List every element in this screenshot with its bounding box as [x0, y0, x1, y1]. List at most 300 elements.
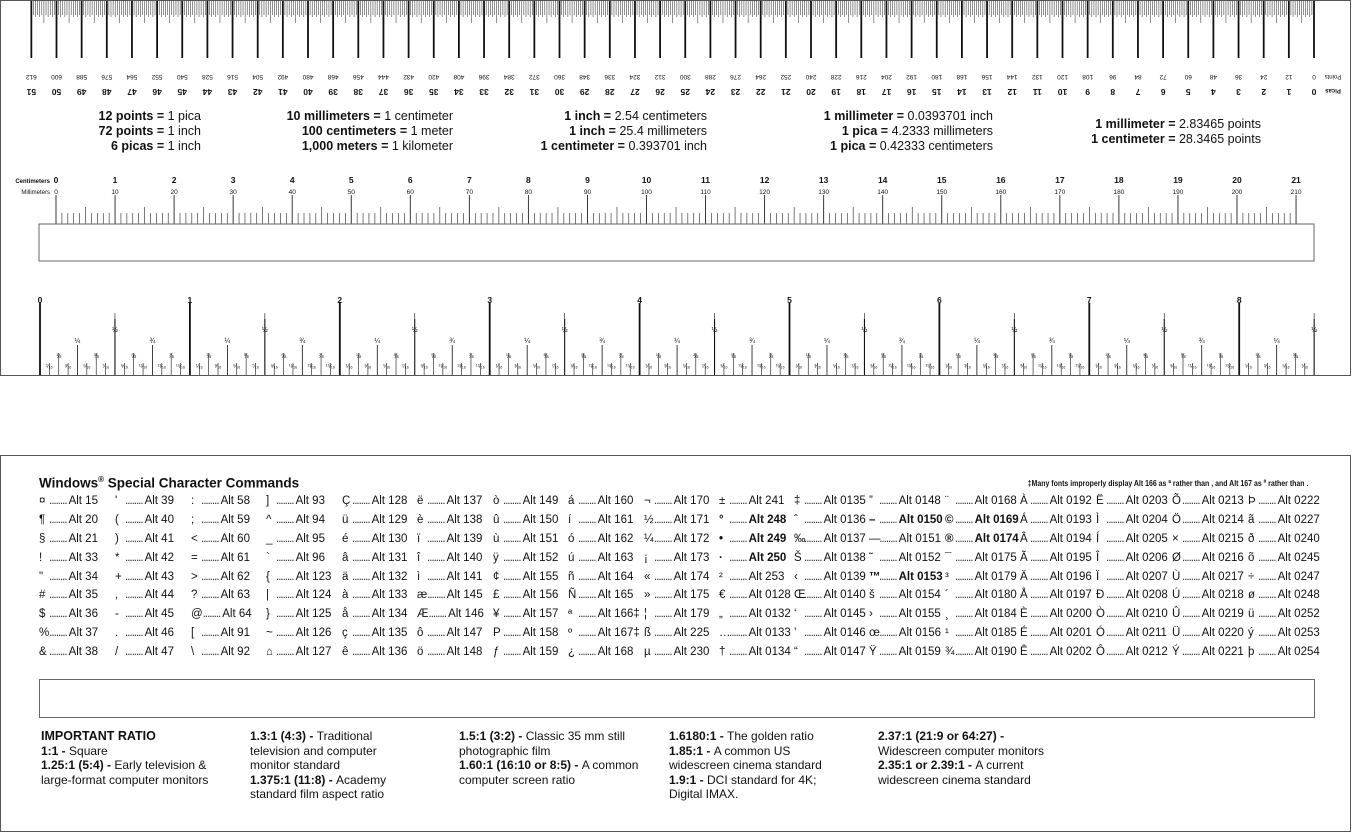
alt-code-value: Alt 21 [68, 532, 98, 545]
alt-code-leader: ........ [428, 608, 447, 621]
alt-code-leader: ........ [503, 532, 521, 545]
alt-code-entry [1020, 605, 1092, 624]
pica-tick-label: 33 [479, 87, 489, 97]
alt-code-value: Alt 36 [68, 608, 98, 621]
eighth-inch-label: ⅞ [318, 354, 324, 360]
alt-code-character: † [719, 646, 726, 659]
ratio-description: DCI standard for 4K; Digital IMAX. [669, 772, 817, 801]
alt-code-character: Û [1172, 608, 1181, 621]
alt-code-entry [794, 586, 865, 605]
alt-code-entry [493, 511, 564, 530]
alt-code-value: Alt 0150 [898, 513, 943, 526]
alt-code-entry [39, 643, 111, 662]
ratio-value: 2.35:1 or 2.39:1 - [878, 758, 976, 772]
alt-code-entry [794, 624, 865, 643]
alt-code-leader: ........ [125, 513, 143, 526]
alt-code-entry [115, 549, 187, 568]
alt-code-value: Alt 93 [295, 495, 325, 507]
alt-code-entry [945, 549, 1016, 568]
alt-code-value: Alt 164 [597, 570, 634, 583]
alt-code-entry [945, 530, 1019, 549]
alt-code-character: ¿ [568, 646, 576, 659]
alt-code-value: Alt 41 [144, 532, 174, 545]
alt-code-entry [719, 511, 790, 530]
alt-code-value: Alt 20 [68, 513, 98, 526]
alt-code-entry [1096, 492, 1168, 511]
alt-code-value: Alt 0214 [1201, 513, 1244, 526]
sixteenth-inch-label: ⁹⁄₁₆ [1169, 364, 1178, 370]
alt-code-entry [191, 605, 262, 624]
conversion-lhs: 1 centimeter = [540, 139, 625, 153]
alt-code-character: ü [1248, 608, 1255, 621]
alt-code-character: ã [1248, 513, 1255, 526]
centimeters-unit-label: Centimeters [15, 179, 50, 185]
alt-codes-note: ‡Many fonts improperly display Alt 166 as ª rather than , and Alt 167 as º rather than . [1027, 478, 1308, 488]
alt-code-character: µ [644, 646, 651, 659]
alt-code-entry [794, 492, 865, 511]
alt-code-entry [493, 549, 564, 568]
alt-code-character: ‰ [794, 532, 806, 545]
alt-code-character: à [342, 589, 349, 602]
conversion-row [241, 139, 453, 154]
point-tick-label: 564 [126, 73, 138, 80]
alt-code-leader: ........ [578, 646, 596, 659]
sixteenth-inch-label: ⁷⁄₁₆ [102, 364, 110, 370]
alt-code-value: Alt 0151 [898, 532, 941, 545]
alt-code-value: Alt 61 [220, 551, 250, 564]
alt-code-value: Alt 0197 [1049, 589, 1092, 602]
alt-code-leader: ........ [276, 513, 294, 526]
alt-code-value: Alt 179 [673, 608, 710, 621]
alt-code-character: ) [115, 532, 119, 545]
alt-code-leader: ........ [1258, 627, 1276, 640]
conversion-lhs: 6 picas = [110, 139, 165, 153]
alt-code-entry [644, 511, 715, 530]
alt-code-value: Alt 230 [673, 646, 710, 659]
pica-tick-label: 47 [127, 87, 137, 97]
mm-tick-label: 0 [54, 189, 58, 196]
alt-code-character: [ [191, 627, 195, 640]
conversion-rhs: 1 meter [407, 124, 453, 138]
ratio-entry [878, 758, 1058, 787]
alt-code-entry [342, 624, 413, 643]
pica-tick-label: 13 [982, 87, 992, 97]
sixteenth-inch-label: ¹³⁄₁₆ [1056, 364, 1066, 370]
alt-code-entry [1172, 605, 1244, 624]
alt-code-character: À [1020, 495, 1028, 507]
alt-code-entry [1172, 530, 1244, 549]
alt-code-entry [1248, 549, 1320, 568]
alt-code-entry [39, 549, 111, 568]
conversion-lhs: 1 centimeter = [1091, 132, 1176, 146]
eighth-inch-label: ⅛ [1255, 354, 1261, 360]
ratio-entry [41, 758, 231, 787]
alt-code-entry [266, 549, 338, 568]
alt-code-entry [719, 568, 790, 587]
alt-code-value: Alt 127 [295, 646, 332, 659]
sixteenth-inch-label: ¹¹⁄₁₆ [738, 364, 747, 370]
alt-code-entry [115, 568, 187, 587]
point-tick-label: 216 [855, 73, 867, 80]
eighth-inch-label: ⅛ [206, 354, 212, 360]
alt-code-character: ™ [869, 570, 881, 583]
sixteenth-inch-label: ⁵⁄₁₆ [1132, 364, 1140, 370]
alt-code-leader: ........ [352, 608, 370, 621]
alt-code-leader: ........ [804, 495, 822, 507]
alt-code-leader: ........ [1182, 608, 1200, 621]
alt-code-entry [1020, 549, 1092, 568]
sixteenth-inch-label: ¹⁄₁₆ [645, 364, 653, 370]
pica-tick-label: 35 [429, 87, 439, 97]
alt-code-character: ( [115, 513, 119, 526]
alt-code-character: Š [794, 551, 802, 564]
alt-code-entry [266, 605, 338, 624]
pica-tick-label: 25 [680, 87, 690, 97]
alt-code-character: å [342, 608, 349, 621]
alt-code-character: % [39, 627, 50, 640]
ratio-column-3 [459, 729, 641, 787]
alt-code-value: Alt 96 [295, 551, 325, 564]
alt-code-value: Alt 94 [295, 513, 325, 526]
eighth-inch-label: ⅝ [1180, 354, 1186, 360]
alt-code-entry [39, 530, 111, 549]
alt-code-value: Alt 0205 [1125, 532, 1168, 545]
alt-code-entry [568, 568, 640, 587]
conversion-group-inch [481, 109, 707, 154]
alt-code-leader: ........ [804, 646, 822, 659]
alt-code-character: î [417, 551, 421, 564]
alt-code-leader: ........ [503, 589, 521, 602]
inch-tick-label: 0 [37, 295, 43, 305]
alt-code-value: Alt 148 [446, 646, 483, 659]
sixteenth-inch-label: ¹³⁄₁₆ [457, 364, 466, 370]
alt-code-leader: ........ [201, 495, 219, 507]
alt-code-value: Alt 149 [522, 495, 559, 507]
alt-code-leader: ........ [955, 532, 973, 545]
alt-code-character: Ÿ [869, 646, 877, 659]
cm-tick-label: 20 [1232, 175, 1242, 185]
alt-code-entry [191, 492, 262, 511]
alt-code-value: Alt 171 [673, 513, 710, 526]
eighth-inch-label: ⅞ [168, 354, 174, 360]
alt-code-leader: ........ [879, 495, 897, 507]
alt-code-value: Alt 0222 [1277, 495, 1320, 507]
alt-code-leader: ........ [1030, 570, 1048, 583]
alt-code-character: ß [644, 627, 652, 640]
point-tick-label: 504 [252, 73, 264, 80]
alt-code-character: ç [342, 627, 348, 640]
point-tick-label: 204 [881, 73, 892, 80]
alt-code-character: ; [191, 513, 195, 526]
alt-code-entry [1020, 568, 1092, 587]
cm-tick-label: 8 [526, 175, 531, 185]
three-quarter-inch-label: ¾ [899, 338, 905, 345]
alt-code-entry [417, 492, 489, 511]
alt-code-leader: ........ [427, 570, 445, 583]
alt-code-character: § [39, 532, 46, 545]
alt-code-leader: ........ [427, 495, 445, 507]
alt-code-character: – [869, 513, 876, 526]
alt-code-leader: ........ [503, 627, 521, 640]
alt-code-character: œ [869, 627, 880, 640]
alt-code-entry [39, 624, 111, 643]
alt-code-character: » [644, 589, 651, 602]
metric-ruler [1, 169, 1352, 279]
conversion-lhs: 1 millimeter = [1095, 117, 1176, 131]
ratio-entry [250, 729, 410, 773]
alt-code-leader: ........ [1182, 589, 1200, 602]
ratio-description: Academy standard film aspect ratio [250, 772, 387, 801]
alt-code-entry [191, 586, 262, 605]
alt-code-value: Alt 225 [673, 627, 710, 640]
sixteenth-inch-label: ⁵⁄₁₆ [1282, 364, 1290, 370]
pica-tick-label: 8 [1110, 87, 1116, 97]
conversion-lhs: 100 centimeters = [301, 124, 408, 138]
alt-code-leader: ........ [1106, 495, 1124, 507]
alt-code-character: ~ [266, 627, 273, 640]
alt-code-entry [1172, 511, 1244, 530]
alt-code-leader: ........ [804, 570, 822, 583]
alt-code-leader: ........ [1106, 532, 1124, 545]
conversion-row [761, 124, 993, 139]
alt-code-character: Â [1020, 532, 1028, 545]
alt-code-entry [39, 568, 111, 587]
alt-code-entry [266, 568, 338, 587]
alt-code-leader: ........ [276, 646, 294, 659]
alt-code-character: ¨ [945, 495, 949, 507]
alt-code-leader: ........ [276, 495, 294, 507]
conversion-lhs: 1 inch = [569, 124, 616, 138]
alt-code-leader: ........ [804, 532, 822, 545]
alt-code-leader: ........ [125, 495, 143, 507]
alt-code-entry [1248, 624, 1320, 643]
alt-code-entry [719, 549, 790, 568]
alt-code-entry [1096, 586, 1168, 605]
alt-code-character: Ô [1096, 646, 1105, 659]
ratio-entry [669, 744, 849, 773]
pica-tick-label: 27 [630, 87, 640, 97]
ratio-column-5 [878, 729, 1058, 787]
alt-code-entry [115, 605, 187, 624]
point-tick-label: 276 [730, 73, 741, 80]
alt-code-leader: ........ [729, 513, 747, 526]
alt-code-character: ü [342, 513, 349, 526]
alt-code-character: ô [417, 627, 424, 640]
conversion-row [241, 109, 453, 124]
alt-code-character: ¤ [39, 495, 46, 507]
alt-code-entry [719, 643, 790, 662]
point-tick-label: 456 [352, 73, 364, 80]
mm-tick-label: 70 [465, 189, 473, 196]
alt-code-character: _ [266, 532, 273, 545]
alt-code-leader: ........ [955, 513, 973, 526]
alt-code-character: © [945, 513, 954, 526]
ratio-entry [669, 773, 849, 802]
alt-code-column [191, 492, 262, 662]
alt-code-value: Alt 0201 [1049, 627, 1092, 640]
alt-code-entry [493, 624, 564, 643]
eighth-inch-label: ⅜ [93, 354, 99, 360]
cm-tick-label: 10 [641, 175, 652, 185]
alt-code-character: Ñ [568, 589, 577, 602]
point-tick-label: 96 [1109, 73, 1117, 80]
pica-tick-label: 3 [1236, 87, 1241, 97]
sixteenth-inch-label: ¹³⁄₁₆ [307, 364, 317, 370]
point-tick-label: 540 [176, 73, 188, 80]
alt-code-character: ù [493, 532, 500, 545]
alt-code-leader: ........ [955, 495, 973, 507]
alt-code-entry [869, 624, 941, 643]
ratio-column-1 [41, 729, 231, 787]
sixteenth-inch-label: ¹¹⁄₁₆ [588, 364, 598, 370]
pica-tick-label: 43 [227, 87, 238, 97]
alt-code-leader: ........ [49, 570, 67, 583]
sixteenth-inch-label: ³⁄₁₆ [664, 364, 672, 370]
mm-tick-label: 10 [111, 189, 119, 196]
alt-code-character: ¯ [945, 551, 952, 564]
alt-code-column [493, 492, 564, 662]
eighth-inch-label: ⅛ [356, 354, 362, 360]
alt-code-character: É [1020, 627, 1028, 640]
conversion-row [41, 124, 201, 139]
alt-code-entry [342, 605, 413, 624]
alt-code-leader: ........ [1030, 608, 1048, 621]
eighth-inch-label: ⅜ [1143, 354, 1149, 360]
alt-code-leader: ........ [654, 532, 672, 545]
pica-tick-label: 26 [655, 87, 665, 97]
sixteenth-inch-label: ⁹⁄₁₆ [1020, 364, 1028, 370]
alt-code-value: Alt 155 [522, 570, 559, 583]
alt-code-value: Alt 33 [68, 551, 98, 564]
alt-code-entry [1020, 492, 1092, 511]
alt-code-character: @ [191, 608, 203, 621]
alt-code-leader: ........ [125, 532, 143, 545]
alt-code-character: é [342, 532, 349, 545]
point-tick-label: 192 [906, 73, 918, 80]
alt-code-character: ÷ [1248, 570, 1255, 583]
alt-code-entry [869, 511, 941, 530]
alt-code-leader: ........ [955, 570, 973, 583]
point-tick-label: 444 [378, 73, 389, 80]
alt-code-value: Alt 0147 [823, 646, 866, 659]
inch-tick-label: 8 [1236, 295, 1242, 305]
alt-code-leader: ........ [1258, 495, 1276, 507]
alt-code-character: & [39, 646, 47, 659]
alt-code-entry [1020, 530, 1092, 549]
cm-tick-label: 7 [466, 175, 472, 185]
half-inch-label: ½ [411, 327, 418, 334]
point-tick-label: 240 [805, 73, 817, 80]
sixteenth-inch-label: ⁷⁄₁₆ [701, 364, 709, 370]
alt-code-character: ˆ [794, 513, 798, 526]
alt-code-leader: ........ [578, 532, 596, 545]
alt-code-character: × [1172, 532, 1179, 545]
alt-code-entry [493, 530, 564, 549]
alt-code-leader: ........ [654, 646, 672, 659]
alt-code-entry [869, 643, 941, 662]
alt-code-leader: ........ [729, 495, 747, 507]
ratio-value: 1.6180:1 - [669, 729, 728, 743]
alt-code-character: ¥ [493, 608, 500, 621]
cm-tick-label: 21 [1291, 175, 1301, 185]
conversion-rhs: 0.42333 centimeters [876, 139, 993, 153]
sixteenth-inch-label: ¹⁵⁄₁₆ [625, 364, 635, 370]
alt-code-entry [1096, 624, 1168, 643]
alt-code-value: Alt 158 [522, 627, 559, 640]
conversion-lhs: 1 pica = [841, 124, 889, 138]
alt-code-entry [1020, 624, 1092, 643]
alt-code-entry [1020, 511, 1092, 530]
alt-code-character: + [115, 570, 122, 583]
eighth-inch-label: ⅜ [393, 354, 399, 360]
point-tick-label: 588 [76, 73, 88, 80]
alt-code-value: Alt 152 [522, 551, 559, 564]
alt-code-entry [1172, 492, 1244, 511]
alt-code-value: Alt 157 [522, 608, 559, 621]
sixteenth-inch-label: ³⁄₁₆ [364, 364, 372, 370]
alt-code-leader: ........ [49, 608, 67, 621]
point-tick-label: 312 [654, 73, 666, 80]
pica-tick-label: 28 [605, 87, 615, 97]
pica-tick-label: 42 [252, 87, 263, 97]
alt-code-value: Alt 138 [446, 513, 483, 526]
alt-code-character: Î [1096, 551, 1100, 564]
sixteenth-inch-label: ⁷⁄₁₆ [1001, 364, 1009, 370]
alt-code-value: Alt 0219 [1201, 608, 1244, 621]
point-tick-label: 348 [579, 73, 591, 80]
pica-tick-label: 6 [1160, 87, 1166, 97]
alt-code-value: Alt 0195 [1049, 551, 1092, 564]
alt-code-character: ë [417, 495, 424, 507]
alt-code-entry [869, 530, 941, 549]
alt-code-leader: ........ [879, 646, 897, 659]
conversion-row [41, 109, 201, 124]
sixteenth-inch-label: ⁵⁄₁₆ [233, 364, 241, 370]
pica-tick-label: 45 [177, 87, 187, 97]
point-tick-label: 480 [302, 73, 314, 80]
pica-tick-label: 19 [831, 87, 841, 97]
alt-code-character: ½ [644, 513, 654, 526]
alt-code-column [266, 492, 338, 662]
alt-code-value: Alt 0245 [1277, 551, 1320, 564]
alt-code-value: Alt 44 [144, 589, 174, 602]
alt-code-character: « [644, 570, 651, 583]
sixteenth-inch-label: ¹⁵⁄₁₆ [1225, 364, 1235, 370]
alt-code-character: ‡ [794, 495, 801, 507]
alt-code-character: ò [493, 495, 500, 507]
alt-code-leader: ........ [201, 532, 219, 545]
mm-tick-label: 180 [1113, 189, 1125, 196]
alt-code-character: \ [191, 646, 195, 659]
pica-tick-label: 23 [730, 87, 741, 97]
alt-code-value: Alt 136 [371, 646, 408, 659]
alt-code-entry [945, 568, 1016, 587]
alt-code-character: Ð [1096, 589, 1105, 602]
alt-code-character: Ã [1020, 551, 1028, 564]
alt-code-entry [266, 643, 338, 662]
alt-code-character: ÿ [493, 551, 499, 564]
alt-code-entry [719, 605, 790, 624]
alt-code-leader: ........ [125, 551, 143, 564]
alt-code-column [794, 492, 865, 662]
alt-codes-title: Windows® Special Character Commands [39, 475, 300, 491]
alt-code-value: Alt 170 [673, 495, 710, 507]
alt-code-value: Alt 145 [446, 589, 483, 602]
eighth-inch-label: ⅛ [56, 354, 62, 360]
alt-code-value: Alt 141 [446, 570, 483, 583]
point-tick-label: 408 [453, 73, 465, 80]
alt-code-value: Alt 0217 [1201, 570, 1244, 583]
